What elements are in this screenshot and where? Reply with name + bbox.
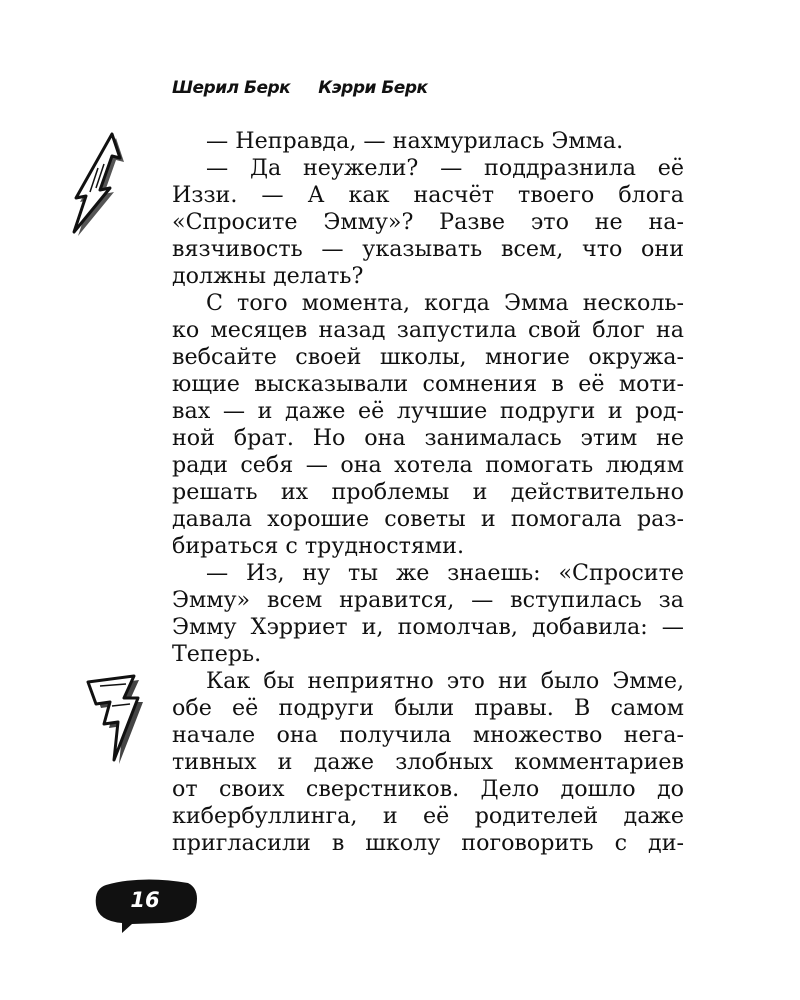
lightning-bolt-icon bbox=[38, 128, 128, 238]
text-line: Иззи. — А как насчёт твоего блога bbox=[172, 182, 684, 208]
page-number: 16 bbox=[130, 888, 160, 912]
text-line: ко месяцев назад запустила свой блог на bbox=[172, 317, 684, 343]
text-line: С того момента, когда Эмма несколь- bbox=[206, 290, 684, 316]
text-line: вах — и даже её лучшие подруги и род- bbox=[172, 398, 684, 424]
text-line: — Из, ну ты же знаешь: «Спросите bbox=[206, 560, 684, 586]
text-line: должны делать? bbox=[172, 263, 364, 289]
author-name-2: Кэрри Берк bbox=[318, 78, 428, 98]
text-line: начале она получила множество нега- bbox=[172, 722, 684, 748]
text-line: «Спросите Эмму»? Разве это не на- bbox=[172, 209, 684, 235]
text-line: кибербуллинга, и её родителей даже bbox=[172, 803, 684, 829]
text-line: Эмму Хэрриет и, помолчав, добавила: — bbox=[172, 614, 684, 640]
text-line: давала хорошие советы и помогала раз- bbox=[172, 506, 684, 532]
text-line: ради себя — она хотела помогать людям bbox=[172, 452, 684, 478]
text-line: вязчивость — указывать всем, что они bbox=[172, 236, 684, 262]
text-line: ной брат. Но она занималась этим не bbox=[172, 425, 684, 451]
text-line: Как бы неприятно это ни было Эмме, bbox=[206, 668, 684, 694]
text-line: вебсайте своей школы, многие окружа- bbox=[172, 344, 684, 370]
body-text bbox=[172, 128, 684, 857]
text-line: Теперь. bbox=[172, 641, 262, 667]
running-header bbox=[172, 78, 428, 98]
text-line: пригласили в школу поговорить с ди- bbox=[172, 830, 684, 856]
text-line: Эмму» всем нравится, — вступилась за bbox=[172, 587, 684, 613]
text-line: — Неправда, — нахмурилась Эмма. bbox=[206, 128, 624, 154]
lightning-bolt-icon bbox=[80, 672, 150, 767]
text-line: тивных и даже злобных комментариев bbox=[172, 749, 684, 775]
text-line: от своих сверстников. Дело дошло до bbox=[172, 776, 684, 802]
text-line: — Да неужели? — поддразнила её bbox=[206, 155, 684, 181]
text-line: обе её подруги были правы. В самом bbox=[172, 695, 684, 721]
author-name-1: Шерил Берк bbox=[172, 78, 291, 98]
text-line: решать их проблемы и действительно bbox=[172, 479, 684, 505]
text-line: бираться с трудностями. bbox=[172, 533, 465, 559]
text-line: ющие высказывали сомнения в её моти- bbox=[172, 371, 684, 397]
